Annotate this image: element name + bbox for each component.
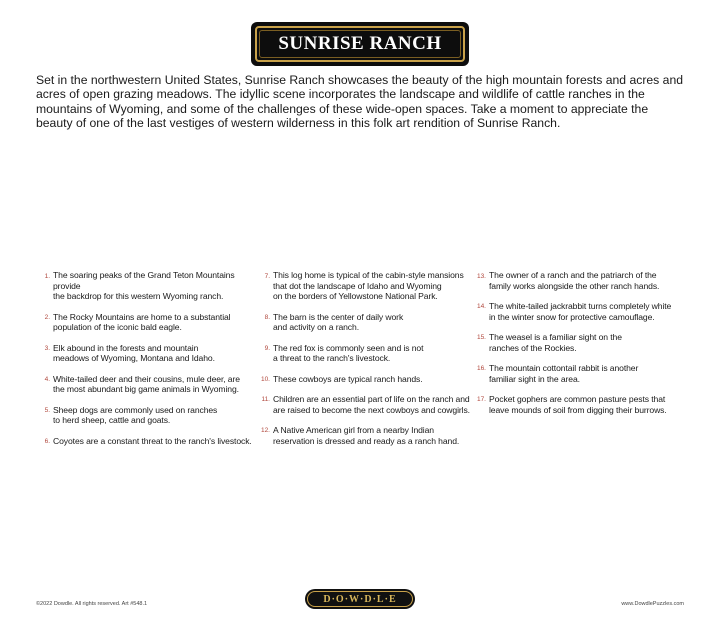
key-item-text [489, 394, 691, 415]
key-item-text [273, 343, 475, 364]
key-item-text [273, 425, 475, 446]
title-plaque [251, 22, 469, 66]
key-item-number: 12. [260, 427, 270, 435]
key-item [260, 270, 475, 302]
key-item [476, 332, 691, 353]
key-item-number: 1. [44, 272, 50, 280]
key-item-line: in the winter snow for protective camouflage. [489, 311, 655, 322]
key-item-line: Elk abound in the forests and mountain [53, 342, 199, 353]
key-item-text [489, 270, 691, 291]
key-item-line: The red fox is commonly seen and is not [273, 342, 424, 353]
key-item-line: The owner of a ranch and the patriarch of the [489, 270, 657, 280]
key-item [260, 425, 475, 446]
logo-text: D·O·W·D·L·E [323, 593, 397, 605]
key-item-number: 5. [44, 407, 50, 415]
key-item-line: familiar sight in the area. [489, 373, 580, 384]
key-item-line: family works alongside the other ranch hands. [489, 280, 660, 291]
key-item [40, 270, 255, 302]
key-item [260, 394, 475, 415]
intro-paragraph: Set in the northwestern United States, Sunrise Ranch showcases the beauty of the high mountain forests and acres and acres of open grazing meadows. The idyllic scene incorporates the landscape and wildlife of cattle ranches in the mountains of Wyoming, and some of the challenges of these wide-open spaces. Take a moment to appreciate the beauty of one of the last vestiges of western wilderness in this folk art rendition of Sunrise Ranch. [36, 73, 683, 131]
key-item-line: These cowboys are typical ranch hands. [273, 373, 423, 384]
brand-logo-wrap [0, 589, 720, 609]
key-item-text [273, 312, 475, 333]
key-item [476, 270, 691, 291]
key-item-line: Sheep dogs are commonly used on ranches [53, 404, 218, 415]
key-item-line: on the borders of Yellowstone National Park. [273, 291, 438, 302]
key-item-number: 14. [476, 303, 486, 311]
key-item-line: ranches of the Rockies. [489, 342, 577, 353]
key-item-number: 6. [44, 438, 50, 446]
key-item [40, 436, 255, 447]
key-item-text [489, 332, 691, 353]
key-item-number: 3. [44, 345, 50, 353]
key-item-text [53, 374, 255, 395]
key-item-text [53, 405, 255, 426]
key-item-number: 13. [476, 272, 486, 280]
key-item-number: 4. [44, 376, 50, 384]
key-item [476, 394, 691, 415]
key-item-line: The white-tailed jackrabbit turns completely white [489, 300, 672, 311]
copyright-text: ©2022 Dowdle. All rights reserved. Art #548.1 [36, 601, 148, 607]
key-item-number: 11. [261, 396, 270, 404]
key-item [40, 343, 255, 364]
key-item-text [273, 394, 475, 415]
key-item-text [53, 343, 255, 364]
key-item-number: 7. [264, 272, 270, 280]
key-item-line: reservation is dressed and ready as a ranch hand. [273, 435, 460, 446]
key-column-2 [260, 270, 475, 456]
key-item-line: population of the iconic bald eagle. [53, 322, 182, 333]
key-item-text [53, 436, 255, 447]
key-item [260, 343, 475, 364]
key-item [260, 374, 475, 385]
key-item-line: The weasel is a familiar sight on the [489, 331, 622, 342]
key-item-line: White-tailed deer and their cousins, mule deer, are [53, 373, 240, 384]
key-item-line: are raised to become the next cowboys and cowgirls. [273, 404, 470, 415]
key-item-line: Coyotes are a constant threat to the ranch's livestock. [53, 435, 252, 446]
key-item-number: 17. [476, 396, 486, 404]
key-item-text [273, 270, 475, 302]
key-item-line: and activity on a ranch. [273, 322, 359, 333]
key-item-text [273, 374, 475, 385]
key-item-line: The mountain cottontail rabbit is another [489, 362, 639, 373]
key-item [40, 405, 255, 426]
key-list [40, 270, 690, 470]
key-item-line: This log home is typical of the cabin-style mansions [273, 270, 464, 280]
title-banner [0, 22, 720, 66]
key-item-line: The soaring peaks of the Grand Teton Mountains provide [53, 270, 235, 291]
key-column-1 [40, 270, 255, 456]
key-item [260, 312, 475, 333]
key-item-number: 2. [44, 314, 50, 322]
key-item-line: The barn is the center of daily work [273, 311, 404, 322]
key-item-line: A Native American girl from a nearby Indian [273, 424, 434, 435]
key-item-number: 8. [264, 314, 270, 322]
key-item-line: a threat to the ranch's livestock. [273, 353, 391, 364]
key-item-line: leave mounds of soil from digging their burrows. [489, 404, 667, 415]
key-item-number: 9. [264, 345, 270, 353]
key-item-line: Pocket gophers are common pasture pests that [489, 393, 666, 404]
key-item-text [489, 301, 691, 322]
website-text: www.DowdlePuzzles.com [621, 601, 684, 607]
key-item-line: the backdrop for this western Wyoming ranch. [53, 291, 224, 302]
key-item [40, 312, 255, 333]
key-item-line: Children are an essential part of life on the ranch and [273, 393, 470, 404]
key-item [476, 301, 691, 322]
key-item-text [53, 270, 255, 302]
key-item-text [489, 363, 691, 384]
key-item-line: The Rocky Mountains are home to a substantial [53, 311, 231, 322]
key-column-3 [476, 270, 691, 425]
key-item [476, 363, 691, 384]
key-item-text [53, 312, 255, 333]
key-item-line: the most abundant big game animals in Wyoming. [53, 384, 239, 395]
page-title: SUNRISE RANCH [278, 33, 442, 54]
key-item-number: 10. [260, 376, 270, 384]
key-item-line: meadows of Wyoming, Montana and Idaho. [53, 353, 215, 364]
key-item-number: 15. [476, 334, 486, 342]
key-item-line: to herd sheep, cattle and goats. [53, 415, 171, 426]
key-item [40, 374, 255, 395]
key-item-line: that dot the landscape of Idaho and Wyoming [273, 280, 442, 291]
dowdle-logo [305, 589, 415, 609]
key-item-number: 16. [476, 365, 486, 373]
